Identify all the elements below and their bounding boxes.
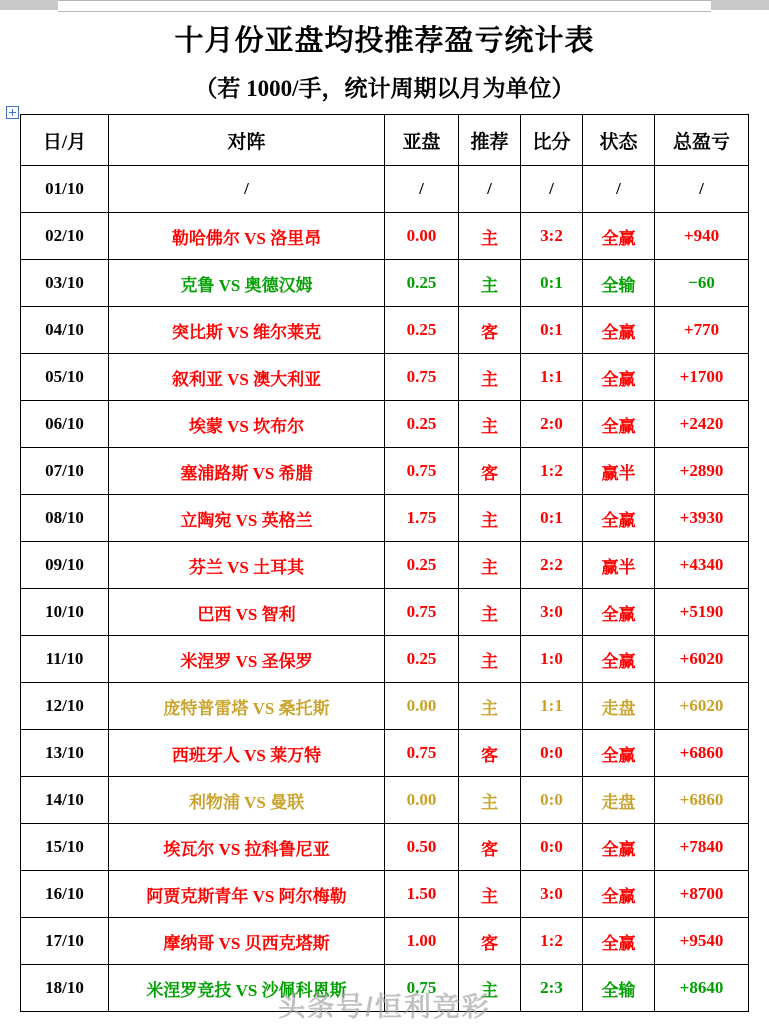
cell-score: 0:1 <box>521 307 583 354</box>
cell-status: 赢半 <box>583 448 655 495</box>
header-handicap: 亚盘 <box>385 115 459 166</box>
table-row <box>21 260 749 307</box>
cell-match: 克鲁 VS 奥德汉姆 <box>109 260 385 307</box>
cell-status: 全赢 <box>583 871 655 918</box>
table-row <box>21 636 749 683</box>
cell-total: +8640 <box>655 965 749 1012</box>
cell-status: 全赢 <box>583 824 655 871</box>
cell-handicap: 0.75 <box>385 354 459 401</box>
cell-date: 12/10 <box>21 683 109 730</box>
table-row <box>21 777 749 824</box>
cell-date: 09/10 <box>21 542 109 589</box>
cell-total: +3930 <box>655 495 749 542</box>
cell-pick: 主 <box>459 589 521 636</box>
cell-handicap: 0.25 <box>385 636 459 683</box>
cell-match: 利物浦 VS 曼联 <box>109 777 385 824</box>
cell-date: 17/10 <box>21 918 109 965</box>
cell-score: 2:0 <box>521 401 583 448</box>
cell-status: 全赢 <box>583 354 655 401</box>
cell-handicap: 0.00 <box>385 213 459 260</box>
cell-match: 庞特普雷塔 VS 桑托斯 <box>109 683 385 730</box>
cell-date: 02/10 <box>21 213 109 260</box>
page-subtitle: （若 1000/手，统计周期以月为单位） <box>194 75 575 101</box>
table-row <box>21 871 749 918</box>
cell-total: +7840 <box>655 824 749 871</box>
cell-total: +4340 <box>655 542 749 589</box>
cell-date: 11/10 <box>21 636 109 683</box>
cell-score: 0:0 <box>521 730 583 777</box>
page-title: 十月份亚盘均投推荐盈亏统计表 <box>174 25 595 57</box>
cell-date: 18/10 <box>21 965 109 1012</box>
cell-match: 西班牙人 VS 莱万特 <box>109 730 385 777</box>
cell-score: 1:2 <box>521 448 583 495</box>
cell-date: 16/10 <box>21 871 109 918</box>
watermark: 头条号/恒利竞彩 <box>278 992 491 1022</box>
cell-handicap: 1.00 <box>385 918 459 965</box>
cell-pick: 客 <box>459 824 521 871</box>
table-row <box>21 401 749 448</box>
header-status: 状态 <box>583 115 655 166</box>
cell-total: +940 <box>655 213 749 260</box>
cell-match: 摩纳哥 VS 贝西克塔斯 <box>109 918 385 965</box>
cell-match: 突比斯 VS 维尔莱克 <box>109 307 385 354</box>
cell-pick: 主 <box>459 777 521 824</box>
table-header-row <box>21 115 749 166</box>
cell-match: 埃蒙 VS 坎布尔 <box>109 401 385 448</box>
table-move-handle[interactable] <box>6 106 19 119</box>
cell-status: 全赢 <box>583 213 655 260</box>
cell-total: +9540 <box>655 918 749 965</box>
cell-pick: 主 <box>459 871 521 918</box>
cell-date: 04/10 <box>21 307 109 354</box>
stats-table <box>20 114 749 1012</box>
cell-pick: 主 <box>459 965 521 1012</box>
cell-match: 巴西 VS 智利 <box>109 589 385 636</box>
cell-status: / <box>583 166 655 213</box>
cell-score: 0:1 <box>521 260 583 307</box>
cell-score: 3:0 <box>521 589 583 636</box>
cell-date: 07/10 <box>21 448 109 495</box>
cell-match: 米涅罗 VS 圣保罗 <box>109 636 385 683</box>
cell-handicap: 0.75 <box>385 965 459 1012</box>
header-date: 日/月 <box>21 115 109 166</box>
table-row <box>21 213 749 260</box>
cell-match: 阿贾克斯青年 VS 阿尔梅勒 <box>109 871 385 918</box>
cell-date: 13/10 <box>21 730 109 777</box>
cell-status: 全赢 <box>583 495 655 542</box>
cell-handicap: 0.75 <box>385 730 459 777</box>
cell-date: 06/10 <box>21 401 109 448</box>
cell-total: +6020 <box>655 683 749 730</box>
cell-total: +2890 <box>655 448 749 495</box>
cell-handicap: 0.00 <box>385 777 459 824</box>
cell-total: +2420 <box>655 401 749 448</box>
cell-score: 1:2 <box>521 918 583 965</box>
document-page <box>0 10 769 1012</box>
cell-total: +5190 <box>655 589 749 636</box>
table-body <box>21 166 749 1012</box>
cell-score: 0:0 <box>521 824 583 871</box>
cell-status: 走盘 <box>583 777 655 824</box>
cell-score: 2:3 <box>521 965 583 1012</box>
cell-date: 10/10 <box>21 589 109 636</box>
cell-status: 全赢 <box>583 730 655 777</box>
cell-status: 全赢 <box>583 401 655 448</box>
ruler-margin-right <box>711 0 769 10</box>
cell-date: 03/10 <box>21 260 109 307</box>
cell-handicap: 0.25 <box>385 542 459 589</box>
cell-total: / <box>655 166 749 213</box>
cell-score: 3:0 <box>521 871 583 918</box>
cell-date: 08/10 <box>21 495 109 542</box>
cell-match: 芬兰 VS 土耳其 <box>109 542 385 589</box>
table-row <box>21 307 749 354</box>
cell-pick: 主 <box>459 542 521 589</box>
cell-total: −60 <box>655 260 749 307</box>
table-row <box>21 730 749 777</box>
header-total: 总盈亏 <box>655 115 749 166</box>
cell-status: 全赢 <box>583 918 655 965</box>
cell-status: 全输 <box>583 260 655 307</box>
cell-handicap: / <box>385 166 459 213</box>
cell-score: 0:1 <box>521 495 583 542</box>
cell-status: 全赢 <box>583 589 655 636</box>
cell-handicap: 0.75 <box>385 589 459 636</box>
cell-handicap: 1.75 <box>385 495 459 542</box>
table-row <box>21 448 749 495</box>
table-row <box>21 918 749 965</box>
table-row <box>21 683 749 730</box>
table-row <box>21 589 749 636</box>
cell-score: 3:2 <box>521 213 583 260</box>
table-row <box>21 166 749 213</box>
cell-score: 1:0 <box>521 636 583 683</box>
cell-match: 立陶宛 VS 英格兰 <box>109 495 385 542</box>
cell-pick: 主 <box>459 213 521 260</box>
cell-match: 叙利亚 VS 澳大利亚 <box>109 354 385 401</box>
cell-match: 埃瓦尔 VS 拉科鲁尼亚 <box>109 824 385 871</box>
cell-date: 01/10 <box>21 166 109 213</box>
cell-match: / <box>109 166 385 213</box>
cell-pick: 主 <box>459 401 521 448</box>
cell-total: +6860 <box>655 777 749 824</box>
cell-pick: 主 <box>459 495 521 542</box>
table-row <box>21 354 749 401</box>
cell-status: 走盘 <box>583 683 655 730</box>
header-score: 比分 <box>521 115 583 166</box>
cell-total: +770 <box>655 307 749 354</box>
cell-match: 米涅罗竞技 VS 沙佩科恩斯 <box>109 965 385 1012</box>
cell-pick: / <box>459 166 521 213</box>
cell-pick: 客 <box>459 918 521 965</box>
ruler-margin-left <box>0 0 58 10</box>
cell-date: 15/10 <box>21 824 109 871</box>
cell-total: +6020 <box>655 636 749 683</box>
cell-handicap: 0.75 <box>385 448 459 495</box>
cell-handicap: 0.50 <box>385 824 459 871</box>
cell-total: +6860 <box>655 730 749 777</box>
cell-date: 14/10 <box>21 777 109 824</box>
table-row <box>21 824 749 871</box>
cell-status: 全赢 <box>583 307 655 354</box>
header-match: 对阵 <box>109 115 385 166</box>
cell-pick: 主 <box>459 260 521 307</box>
cell-handicap: 0.25 <box>385 307 459 354</box>
cell-score: 0:0 <box>521 777 583 824</box>
cell-date: 05/10 <box>21 354 109 401</box>
cell-pick: 主 <box>459 636 521 683</box>
table-row <box>21 965 749 1012</box>
table-row <box>21 495 749 542</box>
cell-handicap: 0.25 <box>385 260 459 307</box>
ruler-strip <box>0 0 769 10</box>
cell-score: 1:1 <box>521 683 583 730</box>
cell-status: 全输 <box>583 965 655 1012</box>
cell-pick: 客 <box>459 730 521 777</box>
cell-match: 勒哈佛尔 VS 洛里昂 <box>109 213 385 260</box>
cell-pick: 客 <box>459 307 521 354</box>
cell-pick: 客 <box>459 448 521 495</box>
cell-total: +1700 <box>655 354 749 401</box>
cell-status: 全赢 <box>583 636 655 683</box>
table-row <box>21 542 749 589</box>
cell-score: 2:2 <box>521 542 583 589</box>
cell-handicap: 1.50 <box>385 871 459 918</box>
cell-status: 赢半 <box>583 542 655 589</box>
cell-pick: 主 <box>459 354 521 401</box>
cell-handicap: 0.00 <box>385 683 459 730</box>
cell-score: / <box>521 166 583 213</box>
header-pick: 推荐 <box>459 115 521 166</box>
cell-score: 1:1 <box>521 354 583 401</box>
cell-match: 塞浦路斯 VS 希腊 <box>109 448 385 495</box>
cell-total: +8700 <box>655 871 749 918</box>
cell-handicap: 0.25 <box>385 401 459 448</box>
cell-pick: 主 <box>459 683 521 730</box>
